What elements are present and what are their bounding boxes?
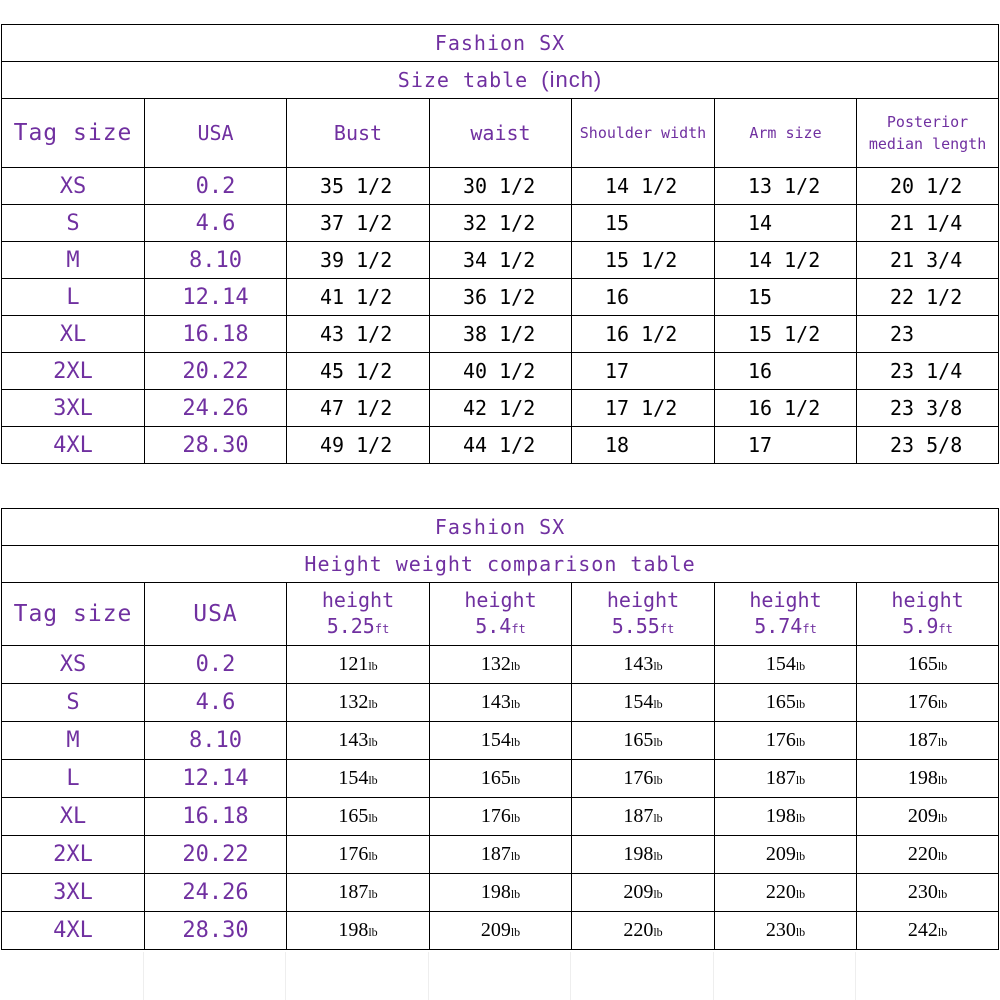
size-table-subtitle: Size table <box>397 68 529 92</box>
posterior-median-length-cell: 21 3/4 <box>857 242 999 279</box>
table-row <box>2 722 999 760</box>
arm-size-cell: 14 1/2 <box>715 242 857 279</box>
weight-cell <box>572 722 715 760</box>
weight-cell <box>287 722 430 760</box>
weight-unit: lb <box>937 659 948 673</box>
weight-cell <box>857 798 999 836</box>
tag-size-cell: XS <box>2 646 145 684</box>
bust-cell: 43 1/2 <box>287 316 430 353</box>
weight-value: 132 <box>338 691 369 713</box>
weight-unit: lb <box>653 735 663 749</box>
weight-unit: lb <box>368 811 378 825</box>
shoulder-width-cell: 18 <box>572 427 715 464</box>
weight-cell <box>287 646 430 684</box>
height-label: height <box>606 587 680 612</box>
weight-table-title: Height weight comparison table <box>2 546 999 583</box>
usa-size-cell: 12.14 <box>145 760 287 798</box>
weight-unit: lb <box>795 659 806 673</box>
weight-cell <box>572 836 715 874</box>
table-row <box>2 242 999 279</box>
weight-cell <box>430 912 572 950</box>
height-weight-table-body <box>2 646 999 950</box>
waist-cell: 32 1/2 <box>430 205 572 242</box>
waist-cell: 44 1/2 <box>430 427 572 464</box>
weight-value: 165 <box>907 653 938 675</box>
shoulder-width-cell: 15 1/2 <box>572 242 715 279</box>
weight-cell <box>715 874 857 912</box>
weight-unit: lb <box>795 811 806 825</box>
weight-unit: lb <box>653 887 663 901</box>
weight-value: 198 <box>907 767 938 789</box>
height-value: 5.4 <box>475 613 512 638</box>
header-height-5 <box>857 583 999 646</box>
usa-size-cell: 0.2 <box>145 646 287 684</box>
header-arm-size: Arm size <box>715 99 857 168</box>
weight-value: 209 <box>907 805 938 827</box>
weight-unit: lb <box>368 735 378 749</box>
arm-size-cell: 15 1/2 <box>715 316 857 353</box>
arm-size-cell: 16 <box>715 353 857 390</box>
weight-cell <box>715 646 857 684</box>
table-row <box>2 912 999 950</box>
weight-value: 154 <box>338 767 369 789</box>
usa-size-cell: 24.26 <box>145 390 287 427</box>
page-bottom-margin <box>0 952 1000 1000</box>
tag-size-cell: 3XL <box>2 874 145 912</box>
height-unit: ft <box>938 621 953 636</box>
weight-value: 198 <box>765 805 796 827</box>
table-row <box>2 684 999 722</box>
usa-size-cell: 4.6 <box>145 684 287 722</box>
weight-value: 220 <box>623 919 654 941</box>
weight-value: 198 <box>623 843 654 865</box>
shoulder-width-cell: 17 <box>572 353 715 390</box>
weight-cell <box>430 684 572 722</box>
weight-value: 220 <box>907 843 938 865</box>
weight-unit: lb <box>795 773 806 787</box>
weight-cell <box>857 874 999 912</box>
shoulder-width-cell: 16 <box>572 279 715 316</box>
weight-unit: lb <box>510 697 521 711</box>
weight-value: 154 <box>480 729 511 751</box>
height-value: 5.9 <box>902 613 939 638</box>
faint-gridline <box>285 952 286 1000</box>
weight-value: 165 <box>623 729 654 751</box>
faint-gridline <box>143 952 144 1000</box>
tag-size-cell: S <box>2 205 145 242</box>
weight-unit: lb <box>937 887 948 901</box>
weight-value: 176 <box>765 729 796 751</box>
tag-size-cell: M <box>2 722 145 760</box>
weight-value: 165 <box>338 805 369 827</box>
weight-value: 121 <box>338 653 369 675</box>
weight-value: 165 <box>765 691 796 713</box>
weight-cell <box>572 874 715 912</box>
usa-size-cell: 0.2 <box>145 168 287 205</box>
weight-unit: lb <box>937 811 948 825</box>
size-table-title <box>2 62 999 99</box>
weight-unit: lb <box>937 849 948 863</box>
tag-size-cell: M <box>2 242 145 279</box>
height-unit: ft <box>802 621 817 636</box>
height-value: 5.74 <box>754 613 803 638</box>
weight-unit: lb <box>937 925 948 939</box>
tag-size-cell: 4XL <box>2 427 145 464</box>
weight-unit: lb <box>368 849 378 863</box>
weight-value: 176 <box>480 805 511 827</box>
tag-size-cell: XL <box>2 798 145 836</box>
usa-size-cell: 28.30 <box>145 427 287 464</box>
weight-unit: lb <box>510 735 521 749</box>
weight-cell <box>430 874 572 912</box>
weight-unit: lb <box>653 773 663 787</box>
header-tag-size: Tag size <box>2 583 145 646</box>
waist-cell: 38 1/2 <box>430 316 572 353</box>
height-value: 5.55 <box>611 613 660 638</box>
weight-unit: lb <box>368 659 378 673</box>
weight-cell <box>430 836 572 874</box>
weight-value: 132 <box>480 653 511 675</box>
weight-unit: lb <box>368 925 378 939</box>
header-shoulder-width: Shoulder width <box>572 99 715 168</box>
faint-gridline <box>570 952 571 1000</box>
tag-size-cell: 4XL <box>2 912 145 950</box>
usa-size-cell: 12.14 <box>145 279 287 316</box>
header-posterior-median-length: Posterior median length <box>857 99 999 168</box>
posterior-median-length-cell: 20 1/2 <box>857 168 999 205</box>
weight-value: 220 <box>765 881 796 903</box>
weight-value: 187 <box>480 843 511 865</box>
size-table-unit: (inch) <box>541 67 603 92</box>
weight-value: 187 <box>623 805 654 827</box>
weight-unit: lb <box>795 735 806 749</box>
weight-unit: lb <box>510 811 521 825</box>
height-unit: ft <box>374 621 390 636</box>
weight-value: 209 <box>765 843 796 865</box>
bust-cell: 39 1/2 <box>287 242 430 279</box>
weight-cell <box>430 798 572 836</box>
weight-value: 143 <box>338 729 369 751</box>
shoulder-width-cell: 17 1/2 <box>572 390 715 427</box>
table-row <box>2 427 999 464</box>
arm-size-cell: 14 <box>715 205 857 242</box>
faint-gridline <box>428 952 429 1000</box>
height-unit: ft <box>511 621 526 636</box>
weight-value: 143 <box>480 691 511 713</box>
weight-value: 209 <box>623 881 654 903</box>
weight-unit: lb <box>937 773 948 787</box>
size-table-body <box>2 168 999 464</box>
header-height-3 <box>572 583 715 646</box>
weight-unit: lb <box>510 887 521 901</box>
weight-cell <box>430 722 572 760</box>
weight-unit: lb <box>653 925 663 939</box>
size-table-brand: Fashion SX <box>2 25 999 62</box>
posterior-median-length-cell: 22 1/2 <box>857 279 999 316</box>
tag-size-cell: 2XL <box>2 353 145 390</box>
posterior-median-length-cell: 21 1/4 <box>857 205 999 242</box>
bust-cell: 35 1/2 <box>287 168 430 205</box>
weight-cell <box>430 760 572 798</box>
weight-table-brand: Fashion SX <box>2 509 999 546</box>
shoulder-width-cell: 15 <box>572 205 715 242</box>
faint-gridline <box>713 952 714 1000</box>
header-usa: USA <box>145 583 287 646</box>
weight-unit: lb <box>368 697 378 711</box>
table-row <box>2 798 999 836</box>
weight-value: 176 <box>338 843 369 865</box>
height-value: 5.25 <box>326 613 375 638</box>
height-label: height <box>321 587 395 612</box>
weight-unit: lb <box>653 697 663 711</box>
table-row <box>2 836 999 874</box>
bust-cell: 41 1/2 <box>287 279 430 316</box>
waist-cell: 36 1/2 <box>430 279 572 316</box>
arm-size-cell: 16 1/2 <box>715 390 857 427</box>
weight-value: 176 <box>907 691 938 713</box>
weight-unit: lb <box>510 659 521 673</box>
usa-size-cell: 8.10 <box>145 722 287 760</box>
table-row <box>2 316 999 353</box>
table-row <box>2 205 999 242</box>
weight-unit: lb <box>510 773 521 787</box>
weight-cell <box>857 912 999 950</box>
header-waist: waist <box>430 99 572 168</box>
table-row <box>2 760 999 798</box>
weight-cell <box>287 760 430 798</box>
faint-gridline <box>855 952 856 1000</box>
weight-unit: lb <box>937 697 948 711</box>
weight-cell <box>572 646 715 684</box>
bust-cell: 37 1/2 <box>287 205 430 242</box>
weight-cell <box>857 836 999 874</box>
weight-unit: lb <box>368 887 378 901</box>
weight-unit: lb <box>653 659 663 673</box>
weight-value: 198 <box>338 919 369 941</box>
usa-size-cell: 16.18 <box>145 316 287 353</box>
weight-unit: lb <box>653 811 663 825</box>
weight-unit: lb <box>795 697 806 711</box>
weight-value: 187 <box>338 881 369 903</box>
weight-value: 198 <box>480 881 511 903</box>
weight-cell <box>715 836 857 874</box>
header-usa: USA <box>145 99 287 168</box>
header-tag-size: Tag size <box>2 99 145 168</box>
weight-value: 165 <box>480 767 511 789</box>
header-bust: Bust <box>287 99 430 168</box>
height-weight-table <box>1 508 999 950</box>
weight-cell <box>287 684 430 722</box>
weight-cell <box>857 684 999 722</box>
usa-size-cell: 24.26 <box>145 874 287 912</box>
weight-value: 209 <box>480 919 511 941</box>
weight-value: 176 <box>623 767 654 789</box>
weight-value: 242 <box>907 919 938 941</box>
table-row <box>2 646 999 684</box>
weight-unit: lb <box>795 887 806 901</box>
tag-size-cell: XL <box>2 316 145 353</box>
weight-unit: lb <box>510 925 521 939</box>
weight-cell <box>287 874 430 912</box>
weight-value: 230 <box>765 919 796 941</box>
arm-size-cell: 13 1/2 <box>715 168 857 205</box>
waist-cell: 34 1/2 <box>430 242 572 279</box>
weight-cell <box>430 646 572 684</box>
header-height-4 <box>715 583 857 646</box>
shoulder-width-cell: 16 1/2 <box>572 316 715 353</box>
weight-unit: lb <box>937 735 948 749</box>
weight-cell <box>287 798 430 836</box>
posterior-median-length-cell: 23 5/8 <box>857 427 999 464</box>
weight-cell <box>287 912 430 950</box>
weight-cell <box>572 760 715 798</box>
shoulder-width-cell: 14 1/2 <box>572 168 715 205</box>
weight-cell <box>715 912 857 950</box>
weight-value: 187 <box>765 767 796 789</box>
weight-value: 154 <box>765 653 796 675</box>
weight-cell <box>715 722 857 760</box>
header-height-1 <box>287 583 430 646</box>
weight-cell <box>572 912 715 950</box>
weight-cell <box>857 760 999 798</box>
weight-cell <box>572 798 715 836</box>
weight-cell <box>857 646 999 684</box>
weight-unit: lb <box>510 849 521 863</box>
height-label: height <box>464 587 537 612</box>
tag-size-cell: S <box>2 684 145 722</box>
weight-unit: lb <box>368 773 378 787</box>
tag-size-cell: 3XL <box>2 390 145 427</box>
header-height-2 <box>430 583 572 646</box>
arm-size-cell: 15 <box>715 279 857 316</box>
bust-cell: 49 1/2 <box>287 427 430 464</box>
bust-cell: 47 1/2 <box>287 390 430 427</box>
usa-size-cell: 8.10 <box>145 242 287 279</box>
table-row <box>2 353 999 390</box>
weight-cell <box>715 760 857 798</box>
weight-value: 143 <box>623 653 654 675</box>
posterior-median-length-cell: 23 <box>857 316 999 353</box>
usa-size-cell: 4.6 <box>145 205 287 242</box>
arm-size-cell: 17 <box>715 427 857 464</box>
usa-size-cell: 16.18 <box>145 798 287 836</box>
usa-size-cell: 20.22 <box>145 353 287 390</box>
tag-size-cell: L <box>2 279 145 316</box>
weight-value: 187 <box>907 729 938 751</box>
tag-size-cell: L <box>2 760 145 798</box>
table-row <box>2 279 999 316</box>
weight-unit: lb <box>795 849 806 863</box>
usa-size-cell: 20.22 <box>145 836 287 874</box>
usa-size-cell: 28.30 <box>145 912 287 950</box>
table-row <box>2 874 999 912</box>
waist-cell: 42 1/2 <box>430 390 572 427</box>
height-label: height <box>749 587 822 612</box>
tag-size-cell: XS <box>2 168 145 205</box>
weight-cell <box>715 684 857 722</box>
posterior-median-length-cell: 23 3/8 <box>857 390 999 427</box>
weight-cell <box>287 836 430 874</box>
table-row <box>2 168 999 205</box>
height-label: height <box>891 587 964 612</box>
weight-unit: lb <box>653 849 663 863</box>
weight-cell <box>857 722 999 760</box>
weight-unit: lb <box>795 925 806 939</box>
waist-cell: 30 1/2 <box>430 168 572 205</box>
posterior-median-length-cell: 23 1/4 <box>857 353 999 390</box>
weight-value: 154 <box>623 691 654 713</box>
weight-cell <box>572 684 715 722</box>
waist-cell: 40 1/2 <box>430 353 572 390</box>
height-unit: ft <box>659 621 675 636</box>
weight-value: 230 <box>907 881 938 903</box>
table-row <box>2 390 999 427</box>
tag-size-cell: 2XL <box>2 836 145 874</box>
weight-cell <box>715 798 857 836</box>
size-table <box>1 24 999 464</box>
bust-cell: 45 1/2 <box>287 353 430 390</box>
